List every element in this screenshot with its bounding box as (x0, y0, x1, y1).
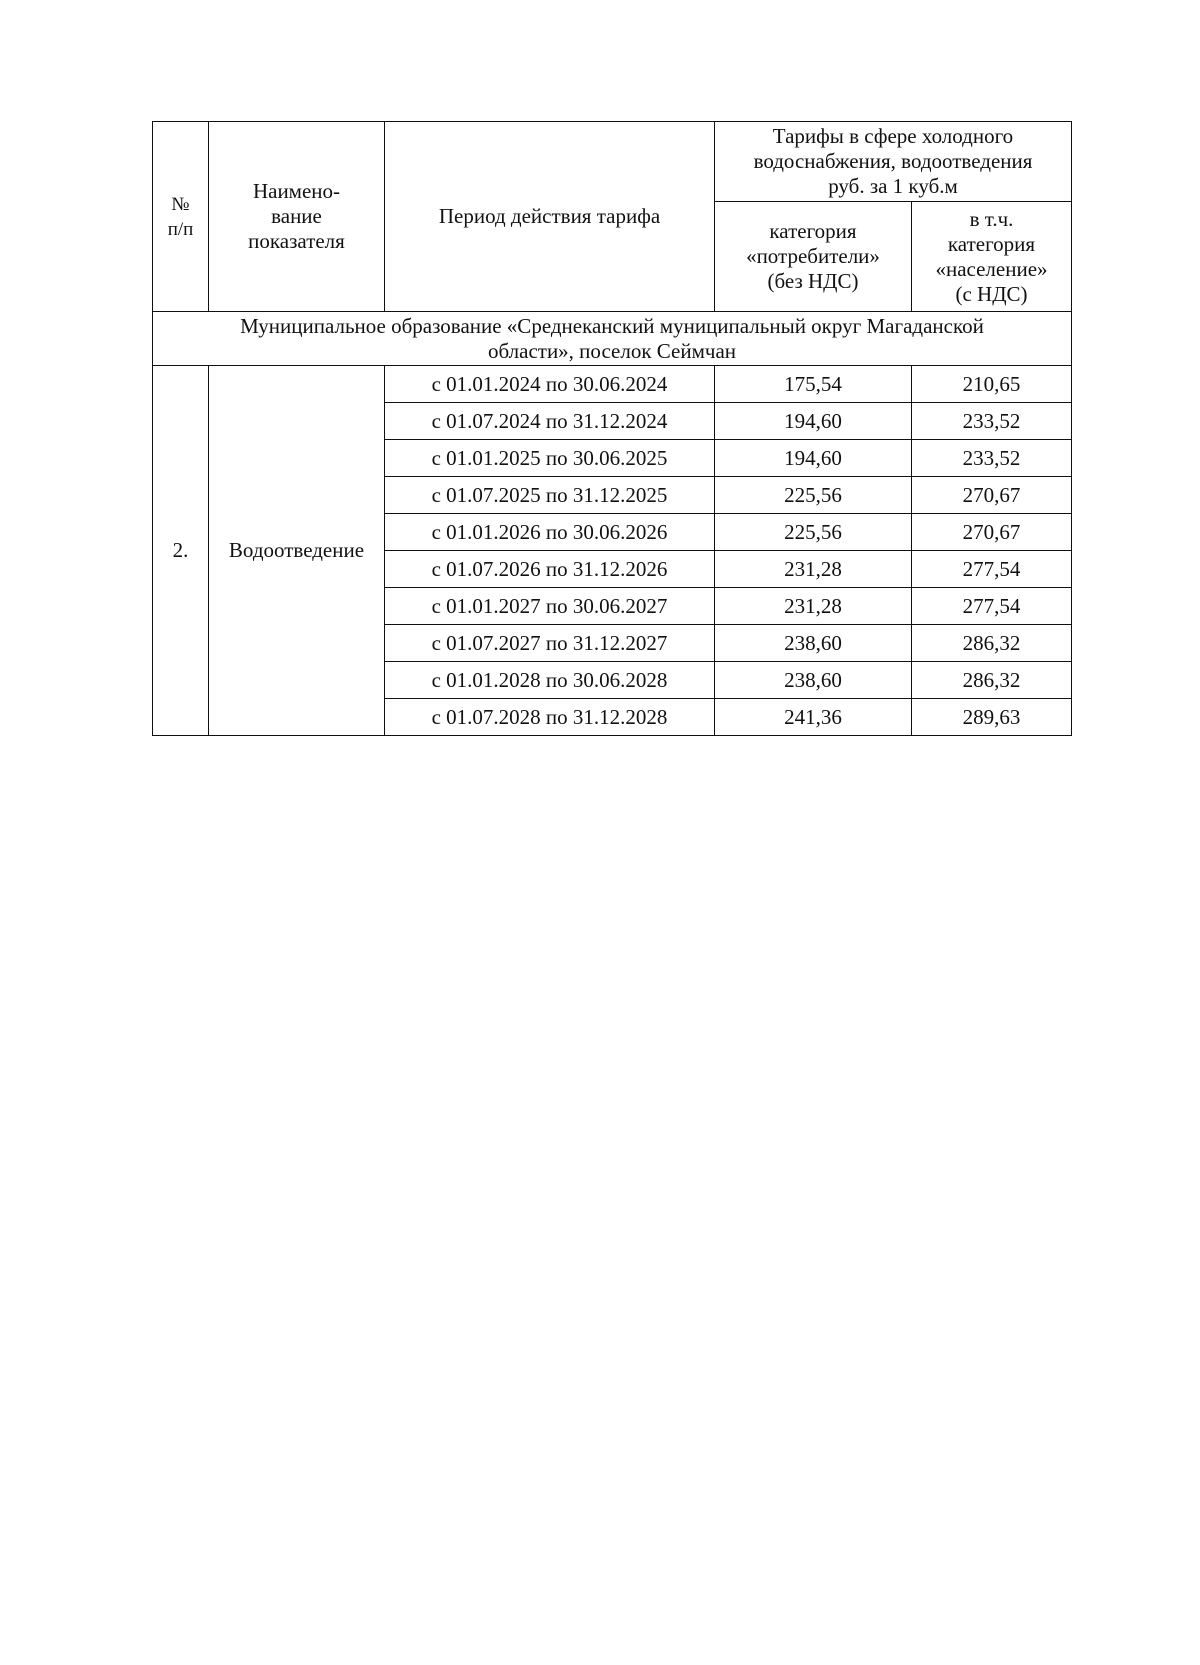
header-num (153, 122, 209, 312)
population-cell: 233,52 (912, 440, 1072, 477)
header-name-line: вание (271, 204, 322, 228)
header-name (209, 122, 385, 312)
population-cell: 233,52 (912, 403, 1072, 440)
table-row (153, 366, 1072, 403)
header-tariffs-line: Тарифы в сфере холодного (772, 124, 1014, 148)
consumers-cell: 241,36 (715, 699, 912, 736)
header-population-line: (с НДС) (955, 281, 1028, 306)
header-population-line: «население» (935, 256, 1048, 281)
period-cell: с 01.07.2028 по 31.12.2028 (385, 699, 715, 736)
consumers-cell: 238,60 (715, 662, 912, 699)
header-consumers-line: (без НДС) (767, 269, 859, 293)
header-consumers-line: «потребители» (746, 244, 880, 268)
population-cell: 277,54 (912, 588, 1072, 625)
header-tariffs-line: руб. за 1 куб.м (828, 174, 958, 198)
period-cell: с 01.01.2025 по 30.06.2025 (385, 440, 715, 477)
period-cell: с 01.07.2025 по 31.12.2025 (385, 477, 715, 514)
population-cell: 289,63 (912, 699, 1072, 736)
consumers-cell: 194,60 (715, 440, 912, 477)
header-row-top (153, 122, 1072, 202)
header-population-line: категория (947, 231, 1036, 256)
period-cell: с 01.07.2027 по 31.12.2027 (385, 625, 715, 662)
period-cell: с 01.01.2027 по 30.06.2027 (385, 588, 715, 625)
header-name-line: Наимено- (252, 179, 341, 203)
period-cell: с 01.01.2024 по 30.06.2024 (385, 366, 715, 403)
region-line: Муниципальное образование «Среднеканский муниципальный округ Магаданской (240, 313, 984, 338)
region-row (153, 312, 1072, 366)
consumers-cell: 231,28 (715, 551, 912, 588)
header-num-line: п/п (167, 218, 194, 240)
item-name-cell: Водоотведение (209, 366, 385, 736)
consumers-cell: 194,60 (715, 403, 912, 440)
region-cell (153, 312, 1072, 366)
header-tariffs-line: водоснабжения, водоотведения (753, 149, 1033, 173)
header-period: Период действия тарифа (385, 122, 715, 312)
region-line: области», поселок Сеймчан (487, 338, 737, 363)
population-cell: 286,32 (912, 662, 1072, 699)
population-cell: 286,32 (912, 625, 1072, 662)
header-num-line: № (171, 193, 190, 215)
period-cell: с 01.01.2026 по 30.06.2026 (385, 514, 715, 551)
header-name-line: показателя (248, 229, 345, 253)
consumers-cell: 225,56 (715, 477, 912, 514)
header-population (912, 202, 1072, 312)
population-cell: 277,54 (912, 551, 1072, 588)
header-consumers-line: категория (769, 219, 857, 243)
consumers-cell: 238,60 (715, 625, 912, 662)
consumers-cell: 231,28 (715, 588, 912, 625)
period-cell: с 01.07.2026 по 31.12.2026 (385, 551, 715, 588)
consumers-cell: 175,54 (715, 366, 912, 403)
period-cell: с 01.01.2028 по 30.06.2028 (385, 662, 715, 699)
header-consumers (715, 202, 912, 312)
population-cell: 210,65 (912, 366, 1072, 403)
population-cell: 270,67 (912, 514, 1072, 551)
consumers-cell: 225,56 (715, 514, 912, 551)
tariff-table (152, 121, 1072, 736)
period-cell: с 01.07.2024 по 31.12.2024 (385, 403, 715, 440)
header-tariffs (715, 122, 1072, 202)
header-population-line: в т.ч. (969, 206, 1014, 231)
population-cell: 270,67 (912, 477, 1072, 514)
item-number-cell: 2. (153, 366, 209, 736)
